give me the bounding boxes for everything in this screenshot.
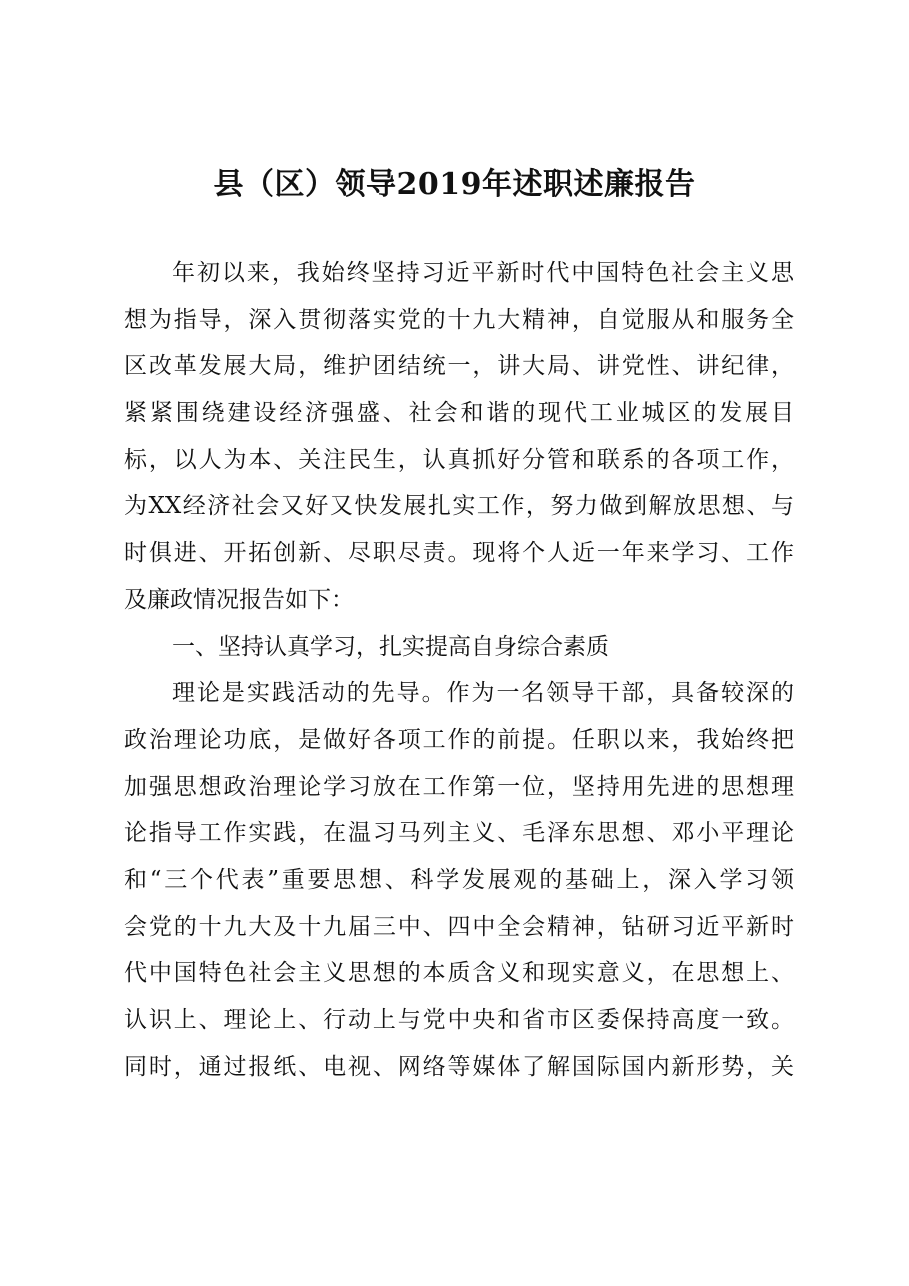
- text-line: 标，以人为本、关注民生，认真抓好分管和联系的各项工作，: [124, 446, 794, 473]
- text-line: 和“三个代表”重要思想、科学发展观的基础上，深入学习领: [124, 866, 794, 893]
- text-line: 想为指导，深入贯彻落实党的十九大精神，自觉服从和服务全: [124, 306, 794, 333]
- text-line: 为XX经济社会又好又快发展扎实工作，努力做到解放思想、与: [124, 493, 794, 520]
- text-line: 时俱进、开拓创新、尽职尽责。现将个人近一年来学习、工作: [124, 540, 794, 567]
- text-line: 年初以来，我始终坚持习近平新时代中国特色社会主义思: [172, 260, 794, 286]
- paragraph-study: [124, 670, 794, 1090]
- text-line: 政治理论功底，是做好各项工作的前提。任职以来，我始终把: [124, 726, 794, 753]
- text-line: 同时，通过报纸、电视、网络等媒体了解国际国内新形势，关: [124, 1053, 794, 1080]
- section-heading: 一、坚持认真学习，扎实提高自身综合素质: [172, 633, 609, 660]
- document-body: [124, 250, 794, 1090]
- document-title: 县（区）领导2019年述职述廉报告: [213, 167, 696, 202]
- text-line: 及廉政情况报告如下：: [124, 586, 354, 613]
- text-line: 加强思想政治理论学习放在工作第一位，坚持用先进的思想理: [124, 773, 794, 800]
- paragraph-intro: [124, 250, 794, 624]
- text-line: 理论是实践活动的先导。作为一名领导干部，具备较深的: [172, 680, 794, 707]
- text-line: 论指导工作实践，在温习马列主义、毛泽东思想、邓小平理论: [124, 820, 794, 847]
- text-line: 代中国特色社会主义思想的本质含义和现实意义，在思想上、: [124, 960, 794, 987]
- text-line: 会党的十九大及十九届三中、四中全会精神，钻研习近平新时: [124, 913, 794, 940]
- text-line: 认识上、理论上、行动上与党中央和省市区委保持高度一致。: [124, 1007, 794, 1033]
- text-line: 区改革发展大局，维护团结统一，讲大局、讲党性、讲纪律，: [124, 353, 794, 380]
- text-line: 紧紧围绕建设经济强盛、社会和谐的现代工业城区的发展目: [124, 400, 794, 427]
